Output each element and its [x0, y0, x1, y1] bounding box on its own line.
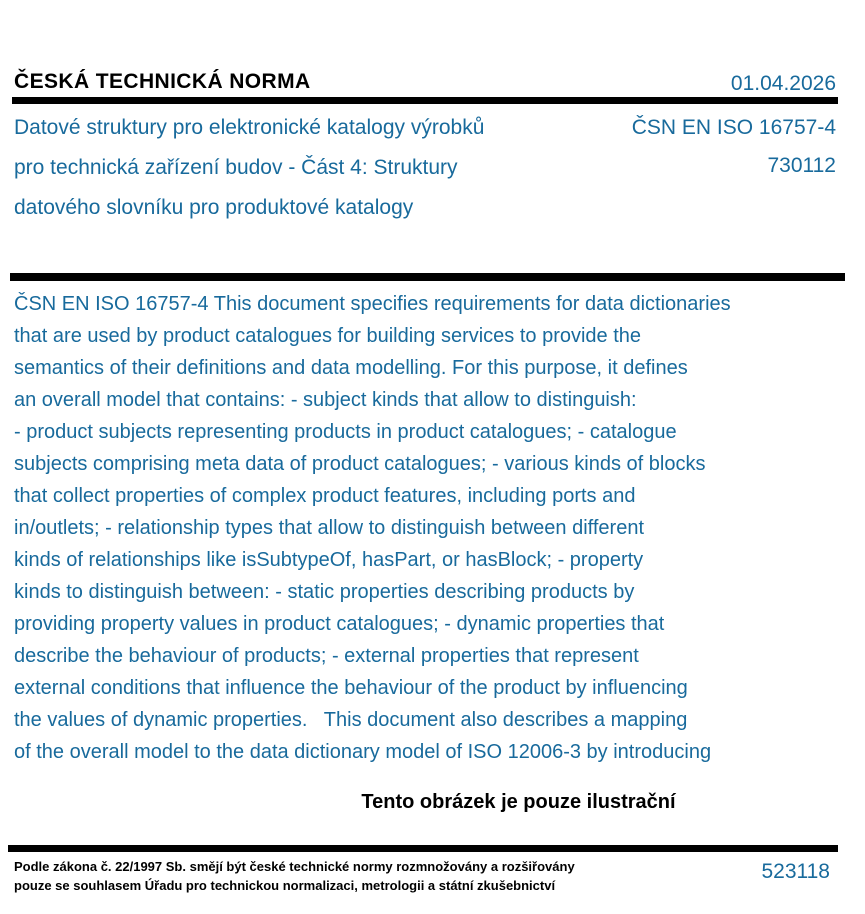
czech-title-line: datového slovníku pro produktové katalogy: [14, 196, 414, 219]
abstract-line: an overall model that contains: - subject kinds that allow to distinguish:: [14, 389, 637, 411]
czech-title-line: pro technická zařízení budov - Část 4: Struktury: [14, 156, 458, 179]
abstract-line: subjects comprising meta data of product catalogues; - various kinds of blocks: [14, 453, 706, 475]
abstract-line: external conditions that influence the behaviour of the product by influencing: [14, 677, 688, 699]
abstract-line: of the overall model to the data dictionary model of ISO 12006-3 by introducing: [14, 741, 712, 763]
abstract-line: kinds of relationships like isSubtypeOf, hasPart, or hasBlock; - property: [14, 549, 644, 571]
abstract-line: that are used by product catalogues for building services to provide the: [14, 325, 642, 347]
czech-title-line: Datové struktury pro elektronické katalogy výrobků: [14, 116, 485, 139]
abstract-line: ČSN EN ISO 16757-4 This document specifies requirements for data dictionaries: [14, 293, 731, 315]
standard-number: ČSN EN ISO 16757-4: [631, 116, 836, 139]
abstract-line: - product subjects representing products in product catalogues; - catalogue: [14, 421, 677, 443]
standard-identifiers: [632, 109, 836, 185]
header-divider-rule: [12, 97, 838, 104]
abstract-divider-rule: [10, 273, 845, 281]
order-number: 523118: [761, 860, 830, 883]
abstract-line: kinds to distinguish between: - static properties describing products by: [14, 581, 635, 603]
abstract-text: [14, 288, 859, 768]
footer-divider-rule: [8, 845, 838, 852]
publication-date: 01.04.2026: [730, 72, 836, 95]
abstract-line: in/outlets; - relationship types that allow to distinguish between different: [14, 517, 644, 539]
page-title: ČESKÁ TECHNICKÁ NORMA: [14, 70, 311, 93]
copyright-legal-text: [14, 857, 575, 895]
class-number: 730112: [767, 154, 836, 177]
abstract-line: the values of dynamic properties. This document also describes a mapping: [14, 709, 688, 731]
abstract-line: providing property values in product catalogues; - dynamic properties that: [14, 613, 665, 635]
abstract-line: that collect properties of complex product features, including ports and: [14, 485, 636, 507]
illustrative-notice-text: Tento obrázek je pouze ilustrační: [361, 791, 676, 813]
standard-czech-title: [14, 108, 554, 228]
illustrative-notice: [0, 791, 865, 814]
abstract-line: describe the behaviour of products; - external properties that represent: [14, 645, 639, 667]
legal-line: Podle zákona č. 22/1997 Sb. smějí být české technické normy rozmnožovány a rozšiřovány: [14, 859, 575, 874]
abstract-line: semantics of their definitions and data modelling. For this purpose, it defines: [14, 357, 688, 379]
legal-line: pouze se souhlasem Úřadu pro technickou normalizaci, metrologii a státní zkušebnictví: [14, 878, 556, 893]
